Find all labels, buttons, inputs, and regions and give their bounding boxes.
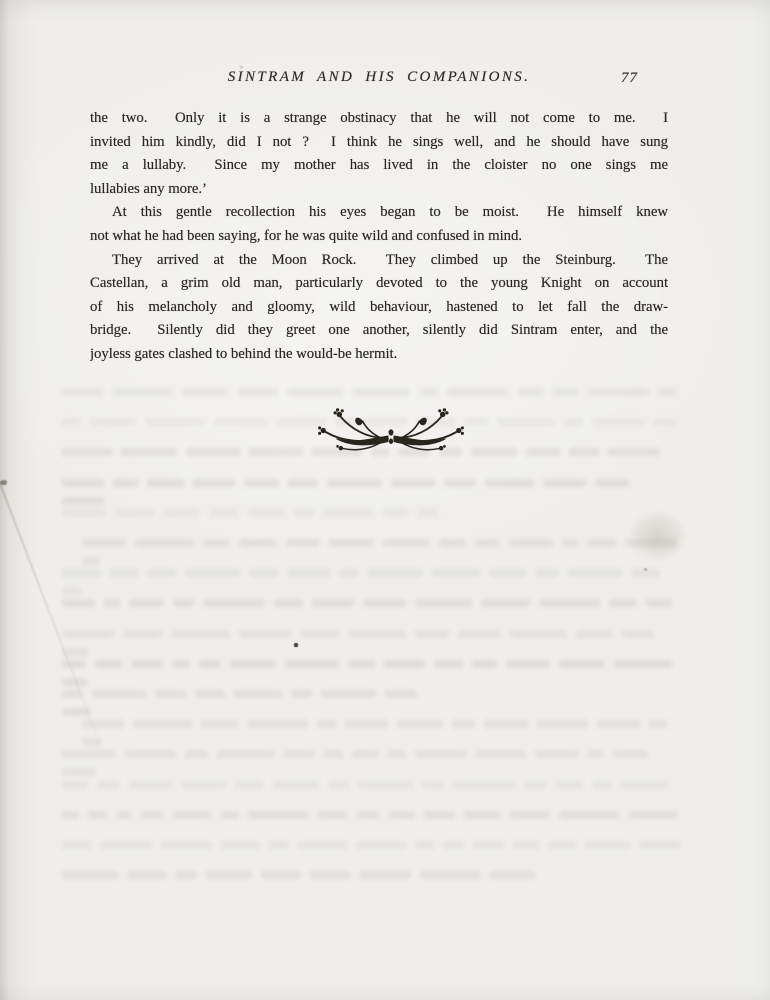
ghost-word [485,479,534,487]
ghost-word [649,720,667,728]
edge-speck [0,480,7,485]
ghost-word [82,539,126,547]
ghost-word [513,841,539,849]
ghost-word [112,388,173,396]
ghost-word [423,781,444,789]
ghost-word [62,811,79,819]
ghost-word [352,388,410,396]
showthrough-text [62,388,712,900]
ghost-word [481,599,530,607]
ghost-word [62,569,101,577]
ghost-word [62,497,104,505]
ghost-word [352,750,378,758]
ghost-word [383,539,430,547]
ghost-word [389,811,415,819]
ghost-word [621,781,669,789]
ghost-line [62,841,696,850]
ghost-word [509,539,553,547]
ghost-word [484,720,528,728]
paragraph [90,249,668,367]
ghost-word [359,781,414,789]
ghost-word [62,750,116,758]
ghost-word [294,509,314,517]
ghost-word [206,871,252,879]
ghost-word [185,569,240,577]
ghost-word [317,720,336,728]
ghost-word [62,599,95,607]
ghost-word [269,841,289,849]
ghost-word [193,479,235,487]
ghost-word [92,690,146,698]
ghost-word [82,720,124,728]
ghost-word [129,781,173,789]
ghost-word [526,448,560,456]
ghost-word [127,871,166,879]
ghost-word [385,690,417,698]
ghost-word [587,388,649,396]
ghost-word [182,388,229,396]
ghost-word [62,587,81,595]
ghost-word [161,841,212,849]
ghost-line [62,750,692,759]
ghost-word [131,660,163,668]
ghost-word [498,418,555,426]
ghost-word [221,841,260,849]
ghost-word [116,811,132,819]
ghost-word [104,599,120,607]
ghost-word [415,841,434,849]
ghost-word [248,509,285,517]
ghost-word [555,781,583,789]
ghost-word [614,660,672,668]
ghost-word [244,479,279,487]
ghost-word [471,448,517,456]
ghost-word [123,630,162,638]
ghost-word [62,841,91,849]
page-title: SINTRAM AND HIS COMPANIONS. [227,69,531,85]
ghost-word [155,690,186,698]
ghost-word [329,539,374,547]
ghost-word [195,690,225,698]
ghost-word [539,599,600,607]
ghost-word [585,841,630,849]
ghost-word [287,388,343,396]
ghost-word [622,630,654,638]
ghost-line [82,720,697,729]
ghost-word [419,388,438,396]
ghost-word [489,569,526,577]
ghost-word [248,811,309,819]
text-line: At this gentle recollection his eyes began to be moist. He himself knew [112,204,668,221]
ghost-word [363,599,406,607]
ghost-word [576,630,613,638]
text-line: joyless gates clashed to behind the would-be hermit. [90,345,398,362]
ghost-word [323,509,374,517]
ghost-word [273,781,319,789]
ghost-word [447,388,509,396]
ghost-word [562,539,578,547]
ghost-word [100,841,152,849]
ghost-line [62,690,459,699]
ghost-word [453,781,515,789]
ink-speck [294,643,298,647]
ghost-word [129,599,164,607]
ghost-word [367,569,423,577]
ghost-word [239,539,277,547]
ghost-word [510,630,567,638]
ghost-word [328,781,350,789]
floral-flourish-icon [313,406,469,456]
ghost-word [597,720,640,728]
ghost-word [654,418,677,426]
ghost-word [201,720,238,728]
ghost-word [391,479,435,487]
ghost-word [234,781,264,789]
ghost-word [535,569,559,577]
ghost-line [62,630,692,639]
ghost-word [321,690,376,698]
ghost-word [458,630,501,638]
ghost-word [287,569,330,577]
ghost-word [298,841,347,849]
ghost-word [434,660,463,668]
ghost-word [397,720,443,728]
text-line: not what he had been saying, for he was quite wild and confused in mind. [90,227,522,244]
ghost-word [125,750,176,758]
ghost-word [432,569,480,577]
ghost-word [415,630,449,638]
ghost-line [82,539,706,548]
body-text [90,107,668,367]
ghost-word [62,479,104,487]
ghost-word [209,509,239,517]
paper-speck [644,568,647,571]
ghost-word [348,630,406,638]
ghost-word [464,811,501,819]
ghost-word [62,781,88,789]
ghost-word [146,418,205,426]
ghost-word [475,750,526,758]
ghost-word [97,781,120,789]
ghost-word [147,479,184,487]
ghost-line [62,811,690,820]
ghost-word [291,690,312,698]
ghost-word [569,448,599,456]
ghost-line [62,599,691,608]
text-line: invited him kindly, did I not ? I think he sings well, and he should have sung [90,133,668,150]
ghost-line [62,509,458,518]
ghost-line [62,871,559,880]
ghost-word [443,841,464,849]
ghost-word [62,418,81,426]
ghost-word [300,630,339,638]
ghost-word [658,388,677,396]
ghost-word [182,781,225,789]
ghost-line [62,388,696,397]
ghost-word [114,509,154,517]
ghost-word [173,599,194,607]
ghost-word [609,599,637,607]
text-line: the two. Only it is a strange obstinacy that he will not come to me. I [90,110,668,126]
text-line: lullabies any more.’ [90,180,207,197]
ghost-word [288,479,318,487]
ghost-word [135,539,194,547]
ghost-word [239,630,291,638]
ghost-word [185,750,208,758]
ghost-word [357,811,380,819]
ghost-word [310,871,350,879]
ghost-word [286,539,320,547]
running-header [90,68,668,92]
ghost-word [553,388,578,396]
ghost-word [62,448,112,456]
ghost-word [62,768,95,776]
ghost-word [147,569,176,577]
ghost-word [587,750,604,758]
ghost-word [323,750,343,758]
ghost-word [646,599,672,607]
paragraph [90,201,668,248]
ghost-word [452,720,475,728]
ghost-word [175,871,197,879]
ghost-word [62,509,105,517]
ghost-word [639,841,681,849]
ghost-word [608,448,660,456]
ghost-word [62,630,114,638]
paper-stain [630,512,686,560]
paper-speck [240,66,243,68]
ghost-word [230,660,276,668]
ghost-word [95,660,122,668]
ghost-word [524,781,546,789]
ghost-word [473,841,504,849]
page-number: 77 [621,70,638,86]
ghost-word [383,509,408,517]
ghost-word [424,811,455,819]
ghost-word [133,720,192,728]
ghost-word [220,811,239,819]
ghost-word [535,750,578,758]
ghost-word [247,720,308,728]
text-line: of his melancholy and gloomy, wild behaviour, hastened to let fall the draw- [90,298,668,315]
ghost-word [274,599,303,607]
ghost-word [172,811,211,819]
ghost-word [62,660,86,668]
ghost-word [217,750,274,758]
ghost-word [88,811,107,819]
ghost-word [592,781,612,789]
ghost-word [506,660,550,668]
ghost-word [163,509,200,517]
ghost-word [141,811,163,819]
ghost-word [234,690,282,698]
ghost-word [283,750,314,758]
ghost-word [285,660,339,668]
ghost-word [384,660,425,668]
ghost-word [510,811,550,819]
ghost-word [387,750,406,758]
ghost-word [339,569,358,577]
ghost-word [543,479,586,487]
ghost-word [559,660,605,668]
ghost-word [171,630,230,638]
ghost-word [359,871,411,879]
ghost-word [121,448,177,456]
ghost-word [475,539,500,547]
ghost-word [62,388,103,396]
ghost-line [62,660,708,669]
ghost-word [629,811,678,819]
ghost-word [249,569,278,577]
ghost-word [548,841,576,849]
ghost-word [113,479,138,487]
ghost-word [172,660,190,668]
ghost-word [62,871,118,879]
ghost-word [444,479,476,487]
ghost-line [62,781,690,790]
ghost-line [62,479,685,488]
ghost-word [318,811,348,819]
ghost-word [415,750,466,758]
ghost-word [90,418,137,426]
page-crease [0,475,109,765]
ghost-word [595,479,629,487]
ghost-word [312,599,354,607]
ghost-word [327,479,382,487]
ghost-word [110,569,138,577]
ghost-word [238,388,278,396]
ghost-word [249,448,303,456]
ghost-word [592,418,645,426]
ghost-word [261,871,301,879]
ghost-word [518,388,544,396]
ghost-word [345,720,388,728]
ghost-word [613,750,648,758]
ghost-word [537,720,588,728]
ghost-word [186,448,240,456]
ghost-line [62,569,690,578]
ghost-word [417,509,439,517]
ghost-word [439,539,466,547]
ghost-word [82,557,100,565]
text-line: me a lullaby. Since my mother has lived in the cloister no one sings me [90,157,668,174]
ghost-word [472,660,497,668]
text-line: They arrived at the Moon Rock. They climbed up the Steinburg. The [112,251,668,268]
ghost-word [420,871,481,879]
ghost-word [415,599,472,607]
ghost-word [559,811,620,819]
floral-flourish-ornament [313,406,469,456]
ghost-word [203,599,265,607]
paragraph [90,107,668,201]
ghost-word [564,418,583,426]
ghost-word [490,871,535,879]
ghost-word [203,539,230,547]
ghost-word [348,660,375,668]
ghost-word [587,539,616,547]
text-line: Castellan, a grim old man, particularly devoted to the young Knight on account [90,275,668,292]
ghost-word [214,418,267,426]
ghost-word [356,841,406,849]
ghost-word [199,660,221,668]
text-line: bridge. Silently did they greet one another, silently did Sintram enter, and the [90,322,668,339]
ghost-word [568,569,622,577]
